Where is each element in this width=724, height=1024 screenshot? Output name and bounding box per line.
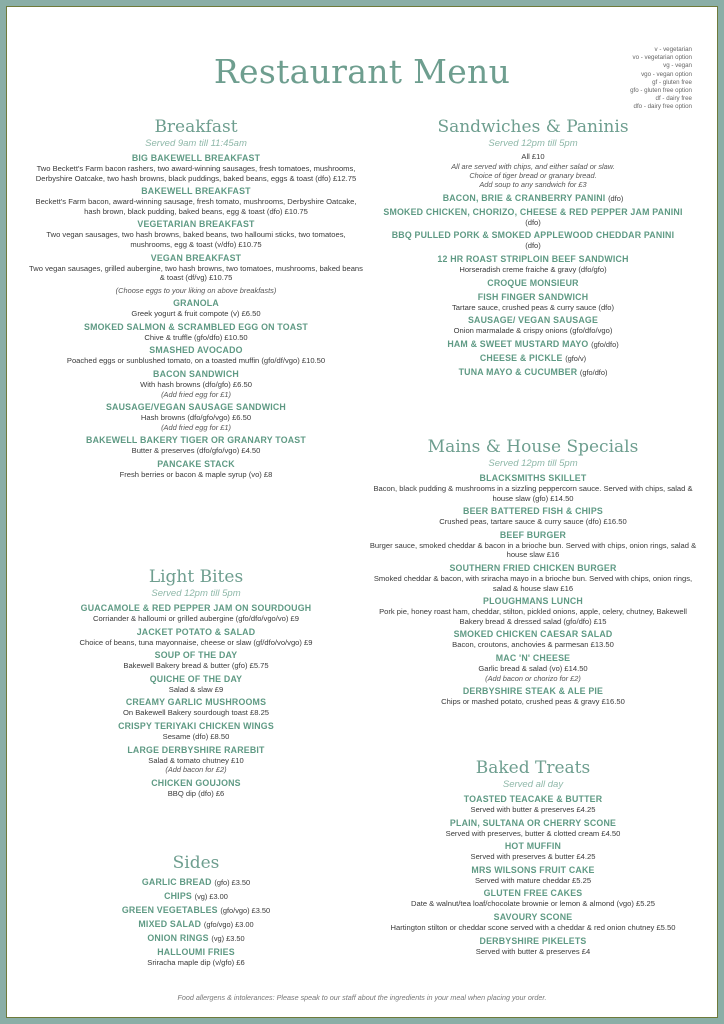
item-name — [368, 653, 698, 664]
item-name-text: CHEESE & PICKLE — [479, 352, 563, 363]
menu-item — [368, 230, 698, 251]
item-name — [28, 933, 364, 944]
menu-item — [368, 367, 698, 378]
section-subtitle: Served all day — [502, 779, 564, 790]
item-name-text: GRANOLA — [173, 298, 219, 309]
menu-item — [368, 193, 698, 204]
menu-item — [368, 506, 698, 527]
item-tag: (gfo/dfo) — [591, 339, 619, 349]
item-name-text: SAUSAGE/ VEGAN SAUSAGE — [467, 315, 599, 326]
item-description: Butter & preserves (dfo/gfo/vgo) £4.50 — [131, 445, 261, 455]
item-name-text: MRS WILSONS FRUIT CAKE — [471, 864, 595, 875]
item-name-text: BLACKSMITHS SKILLET — [479, 473, 587, 483]
section-subtitle: Served 12pm till 5pm — [488, 138, 578, 149]
item-description: Greek yogurt & fruit compote (v) £6.50 — [131, 309, 261, 319]
menu-item — [28, 345, 364, 366]
item-name-text: HAM & SWEET MUSTARD MAYO — [447, 338, 589, 349]
item-name — [28, 253, 364, 264]
item-name — [28, 402, 364, 413]
section-title: Sandwiches & Paninis — [437, 117, 629, 137]
menu-item — [28, 459, 364, 480]
menu-item — [368, 254, 698, 275]
menu-item — [368, 596, 698, 626]
menu-item — [28, 322, 364, 343]
allergen-footer: Food allergens & intolerances: Please speak to our staff about the ingredients in your meal when placing your order. — [177, 993, 547, 1002]
item-description: Onion marmalade & crispy onions (gfo/dfo/vgo) — [453, 326, 613, 336]
item-name-text: CHICKEN GOUJONS — [151, 777, 241, 788]
item-name — [368, 230, 698, 241]
item-name — [28, 674, 364, 685]
item-name — [28, 947, 364, 958]
item-name — [368, 367, 698, 378]
item-name-text: DERBYSHIRE STEAK & ALE PIE — [462, 685, 604, 696]
item-name — [28, 322, 364, 333]
item-name-text: BACON, BRIE & CRANBERRY PANINI — [442, 192, 606, 203]
menu-item — [368, 315, 698, 336]
menu-item — [28, 674, 364, 695]
menu-item — [368, 818, 698, 839]
item-name-text: QUICHE OF THE DAY — [149, 673, 243, 684]
item-description: Burger sauce, smoked cheddar & bacon in a brioche bun. Served with chips, onion rings, salad & house slaw £16 — [369, 540, 697, 560]
menu-item — [28, 778, 364, 799]
item-note: (Add bacon for £2) — [165, 765, 227, 775]
item-name-text: GARLIC BREAD — [141, 877, 212, 887]
section-choice: Choice of tiger bread or granary bread. — [469, 171, 597, 180]
menu-item — [368, 563, 698, 593]
item-description: Garlic bread & salad (vo) £14.50 — [478, 663, 588, 673]
light-bites-section — [28, 567, 364, 798]
item-name-text: VEGAN BREAKFAST — [150, 252, 242, 263]
item-description: Sriracha maple dip (v/gfo) £6 — [147, 958, 245, 967]
menu-item — [368, 888, 698, 909]
menu-item — [28, 369, 364, 399]
item-name-text: TUNA MAYO & CUCUMBER — [458, 366, 578, 377]
menu-item — [368, 473, 698, 503]
item-description: Salad & slaw £9 — [168, 684, 224, 694]
item-description: Pork pie, honey roast ham, cheddar, stilton, pickled onions, apple, celery, chutney, Bakewell Bakery bread & dressed salad (gfo/dfo) £15 — [379, 607, 687, 626]
menu-item — [28, 603, 364, 624]
item-name — [368, 353, 698, 364]
item-name — [28, 877, 364, 888]
menu-item — [28, 721, 364, 742]
item-name — [368, 193, 698, 204]
item-description: Poached eggs or sunblushed tomato, on a toasted muffin (gfo/df/vgo) £10.50 — [66, 356, 326, 366]
item-name-text: MIXED SALAD — [138, 919, 202, 929]
menu-item — [368, 629, 698, 650]
item-description: On Bakewell Bakery sourdough toast £8.25 — [122, 708, 270, 718]
item-description: Bakewell Bakery bread & butter (gfo) £5.75 — [123, 661, 269, 671]
item-name — [28, 298, 364, 309]
menu-item — [28, 435, 364, 456]
menu-item — [28, 253, 364, 283]
legend-entry: gfo - gluten free option — [630, 87, 692, 95]
item-name — [28, 627, 364, 638]
item-name-text: BEER BATTERED FISH & CHIPS — [463, 506, 603, 517]
item-description: Tartare sauce, crushed peas & curry sauce (dfo) — [451, 302, 615, 312]
item-name-text: LARGE DERBYSHIRE RAREBIT — [127, 744, 265, 755]
item-name-text: HALLOUMI FRIES — [157, 947, 235, 957]
item-tag: (gfo/vgo) £3.00 — [203, 920, 254, 929]
item-name — [368, 888, 698, 899]
menu-item — [28, 298, 364, 319]
item-description: Served with mature cheddar £5.25 — [474, 875, 592, 885]
item-name-text: SOUP OF THE DAY — [154, 650, 238, 661]
item-note: (Choose eggs to your liking on above breakfasts) — [115, 285, 277, 295]
item-name — [368, 686, 698, 697]
item-name — [368, 530, 698, 541]
item-name-text: GUACAMOLE & RED PEPPER JAM ON SOURDOUGH — [80, 603, 312, 613]
item-name-text: JACKET POTATO & SALAD — [136, 626, 256, 637]
legend-entry: vg - vegan — [663, 62, 692, 70]
sides-section — [28, 853, 364, 968]
item-description: With hash browns (dfo/gfo) £6.50 — [140, 379, 252, 389]
item-description: Two Beckett's Farm bacon rashers, two award-winning sausages, fresh tomatoes, mushrooms, Derbyshire Oatcake, two hash browns, black puddings, baked beans, eggs & toast (dfo) £12.75 — [35, 164, 357, 183]
item-description: Beckett's Farm bacon, award-winning sausage, fresh tomato, mushrooms, Derbyshire Oatcake, hash brown, black pudding, baked beans, egg & toast (dfo) £10.75 — [35, 197, 357, 216]
item-description: (dfo) — [525, 241, 541, 251]
item-description: Hash browns (dfo/gfo/vgo) £6.50 — [140, 412, 252, 422]
item-name — [28, 697, 364, 708]
section-price: All £10 — [521, 152, 545, 161]
section-subtitle: Served 12pm till 5pm — [151, 588, 241, 599]
item-name-text: CRISPY TERIYAKI CHICKEN WINGS — [118, 720, 274, 731]
item-name-text: CREAMY GARLIC MUSHROOMS — [125, 697, 267, 708]
item-name — [28, 219, 364, 230]
menu-item — [28, 947, 364, 968]
item-name — [28, 435, 364, 446]
menu-item — [28, 891, 364, 902]
item-note: (Add fried egg for £1) — [161, 422, 231, 432]
item-name-text: BACON SANDWICH — [153, 368, 239, 379]
menu-item — [368, 278, 698, 289]
item-name-text: SMASHED AVOCADO — [149, 345, 243, 356]
item-description: Crushed peas, tartare sauce & curry sauce (dfo) £16.50 — [439, 517, 627, 527]
menu-item — [28, 186, 364, 216]
menu-item — [28, 697, 364, 718]
item-name — [28, 153, 364, 164]
item-tag: (gfo/dfo) — [579, 367, 608, 377]
menu-item — [28, 877, 364, 888]
menu-item — [368, 865, 698, 886]
item-tag: (vg) £3.50 — [211, 934, 245, 943]
legend-entry: dfo - dairy free option — [633, 103, 692, 111]
item-note: (Add fried egg for £1) — [161, 389, 231, 399]
menu-item — [28, 905, 364, 916]
item-name-text: PANCAKE STACK — [157, 458, 235, 469]
item-name — [28, 459, 364, 470]
item-name-text: VEGETARIAN BREAKFAST — [137, 219, 255, 230]
item-name — [368, 473, 698, 484]
section-title: Breakfast — [154, 117, 238, 137]
item-name-text: SAVOURY SCONE — [493, 911, 573, 922]
item-description: Two vegan sausages, grilled aubergine, two hash browns, two tomatoes, mushrooms, baked beans & toast (df/vg) £10.75 — [29, 263, 363, 283]
menu-item — [368, 353, 698, 364]
item-description: Bacon, black pudding & mushrooms in a sizzling peppercorn sauce. Served with chips, salad & house slaw (gfo) £14.50 — [373, 484, 693, 503]
item-description: Date & walnut/tea loaf/chocolate brownie or lemon & almond (vgo) £5.25 — [411, 899, 655, 909]
menu-item — [28, 286, 364, 295]
item-name-text: BAKEWELL BAKERY TIGER OR GRANARY TOAST — [86, 434, 306, 445]
item-name-text: BIG BAKEWELL BREAKFAST — [131, 153, 261, 163]
item-name — [28, 905, 364, 916]
item-name — [28, 745, 364, 756]
breakfast-section — [28, 117, 364, 479]
menu-item — [368, 841, 698, 862]
menu-item — [368, 339, 698, 350]
item-name-text: DERBYSHIRE PIKELETS — [479, 935, 587, 946]
legend-entry: df - dairy free — [655, 95, 692, 103]
section-subtitle: Served 9am till 11:45am — [145, 138, 247, 149]
item-tag: (dfo) — [608, 193, 624, 203]
item-description: Fresh berries or bacon & maple syrup (vo) £8 — [119, 469, 273, 479]
item-name-text: FISH FINGER SANDWICH — [477, 291, 589, 302]
item-name — [368, 278, 698, 289]
item-description: Choice of beans, tuna mayonnaise, cheese or slaw (gf/dfo/vo/vgo) £9 — [79, 637, 313, 647]
section-title: Sides — [172, 853, 220, 873]
item-name — [28, 778, 364, 789]
item-description: Served with butter & preserves £4 — [475, 946, 591, 956]
item-description: (dfo) — [525, 217, 541, 227]
item-name — [28, 721, 364, 732]
menu-item — [28, 650, 364, 671]
dietary-legend — [630, 46, 692, 112]
item-name — [368, 936, 698, 947]
item-description: Served with butter & preserves £4.25 — [470, 805, 596, 814]
section-title: Mains & House Specials — [427, 437, 639, 457]
item-description: Two vegan sausages, two hash browns, baked beans, two halloumi sticks, two tomatoes, mushrooms, egg & toast (v/dfo) £10.75 — [46, 230, 346, 249]
item-name-text: GLUTEN FREE CAKES — [483, 888, 583, 899]
sandwiches-section — [368, 117, 698, 378]
menu-item — [368, 912, 698, 933]
section-soup-note: Add soup to any sandwich for £3 — [479, 180, 587, 190]
item-name — [368, 794, 698, 805]
item-name-text: BEEF BURGER — [499, 529, 567, 540]
menu-item — [28, 219, 364, 249]
menu-item — [368, 936, 698, 957]
item-description: Chips or mashed potato, crushed peas & gravy £16.50 — [441, 696, 625, 706]
menu-item — [368, 686, 698, 707]
item-name — [368, 207, 698, 218]
menu-item — [28, 627, 364, 648]
item-name-text: HOT MUFFIN — [504, 841, 562, 852]
section-title: Light Bites — [148, 567, 244, 587]
item-name — [368, 912, 698, 923]
section-intro: All are served with chips, and either salad or slaw. — [451, 161, 615, 171]
item-description: Bacon, croutons, anchovies & parmesan £13.50 — [452, 640, 614, 650]
item-note: (Add bacon or chorizo for £2) — [485, 673, 581, 683]
item-name — [28, 650, 364, 661]
item-tag: (vg) £3.00 — [194, 892, 228, 901]
item-name-text: CHIPS — [164, 891, 192, 901]
item-name-text: MAC 'N' CHEESE — [495, 652, 571, 663]
baked-treats-section — [368, 758, 698, 956]
page-title: Restaurant Menu — [213, 52, 511, 91]
item-name — [28, 603, 364, 614]
item-name — [368, 563, 698, 574]
item-name — [368, 254, 698, 265]
menu-item — [368, 794, 698, 815]
item-tag: (gfo) £3.50 — [214, 878, 251, 887]
menu-item — [368, 292, 698, 313]
legend-entry: gf - gluten free — [652, 78, 692, 86]
item-name — [28, 369, 364, 380]
menu-item — [368, 530, 698, 560]
item-name — [368, 339, 698, 350]
item-name-text: SMOKED CHICKEN, CHORIZO, CHEESE & RED PEPPER JAM PANINI — [383, 206, 683, 217]
item-name-text: SOUTHERN FRIED CHICKEN BURGER — [449, 562, 617, 573]
item-name — [368, 818, 698, 829]
legend-entry: vo - vegetarian option — [632, 54, 692, 62]
item-name — [368, 596, 698, 607]
item-name — [28, 919, 364, 930]
item-name-text: BBQ PULLED PORK & SMOKED APPLEWOOD CHEDDAR PANINI — [391, 230, 675, 241]
menu-item — [368, 653, 698, 683]
item-name-text: SAUSAGE/VEGAN SAUSAGE SANDWICH — [105, 401, 286, 412]
item-name-text: CROQUE MONSIEUR — [487, 277, 579, 288]
item-name — [28, 345, 364, 356]
item-name-text: GREEN VEGETABLES — [121, 905, 218, 915]
menu-item — [28, 745, 364, 775]
item-name — [28, 186, 364, 197]
item-description: Served with preserves, butter & clotted cream £4.50 — [445, 828, 621, 838]
item-description: Sesame (dfo) £8.50 — [162, 731, 230, 741]
item-name-text: TOASTED TEACAKE & BUTTER — [463, 794, 603, 804]
item-description: Horseradish creme fraiche & gravy (dfo/gfo) — [459, 265, 607, 274]
menu-item — [368, 207, 698, 228]
item-tag: (gfo/v) — [565, 353, 587, 363]
menu-item — [28, 153, 364, 183]
menu-item — [28, 919, 364, 930]
item-name-text: BAKEWELL BREAKFAST — [141, 186, 251, 197]
item-name — [368, 506, 698, 517]
item-description: Hartington stilton or cheddar scone served with a cheddar & red onion chutney £5.50 — [390, 922, 676, 932]
legend-entry: vgo - vegan option — [641, 70, 692, 78]
mains-section — [368, 437, 698, 707]
item-description: Smoked cheddar & bacon, with sriracha mayo in a brioche bun. Served with chips, onion rings, salad & house slaw £16 — [373, 573, 693, 593]
menu-item — [28, 402, 364, 432]
item-tag: (gfo/vgo) £3.50 — [220, 906, 271, 915]
section-subtitle: Served 12pm till 5pm — [488, 458, 578, 469]
item-name — [368, 292, 698, 303]
item-description: Corriander & halloumi or grilled aubergine (gfo/dfo/vgo/vo) £9 — [93, 614, 299, 623]
menu-item — [28, 933, 364, 944]
item-name-text: PLAIN, SULTANA OR CHERRY SCONE — [449, 817, 617, 828]
item-name — [28, 891, 364, 902]
item-name — [368, 315, 698, 326]
item-name-text: ONION RINGS — [147, 933, 209, 943]
item-name-text: SMOKED CHICKEN CAESAR SALAD — [453, 629, 613, 640]
item-name — [368, 865, 698, 876]
item-description: Served with preserves & butter £4.25 — [470, 852, 596, 862]
item-name-text: 12 HR ROAST STRIPLOIN BEEF SANDWICH — [437, 254, 629, 264]
item-name — [368, 841, 698, 852]
item-description: Salad & tomato chutney £10 — [148, 755, 244, 765]
legend-entry: v - vegetarian — [654, 46, 692, 53]
item-name-text: PLOUGHMANS LUNCH — [483, 596, 583, 607]
item-description: Chive & truffle (gfo/dfo) £10.50 — [144, 332, 248, 342]
item-name — [368, 629, 698, 640]
section-title: Baked Treats — [475, 758, 591, 778]
item-description: BBQ dip (dfo) £6 — [167, 788, 225, 798]
item-name-text: SMOKED SALMON & SCRAMBLED EGG ON TOAST — [84, 321, 308, 332]
